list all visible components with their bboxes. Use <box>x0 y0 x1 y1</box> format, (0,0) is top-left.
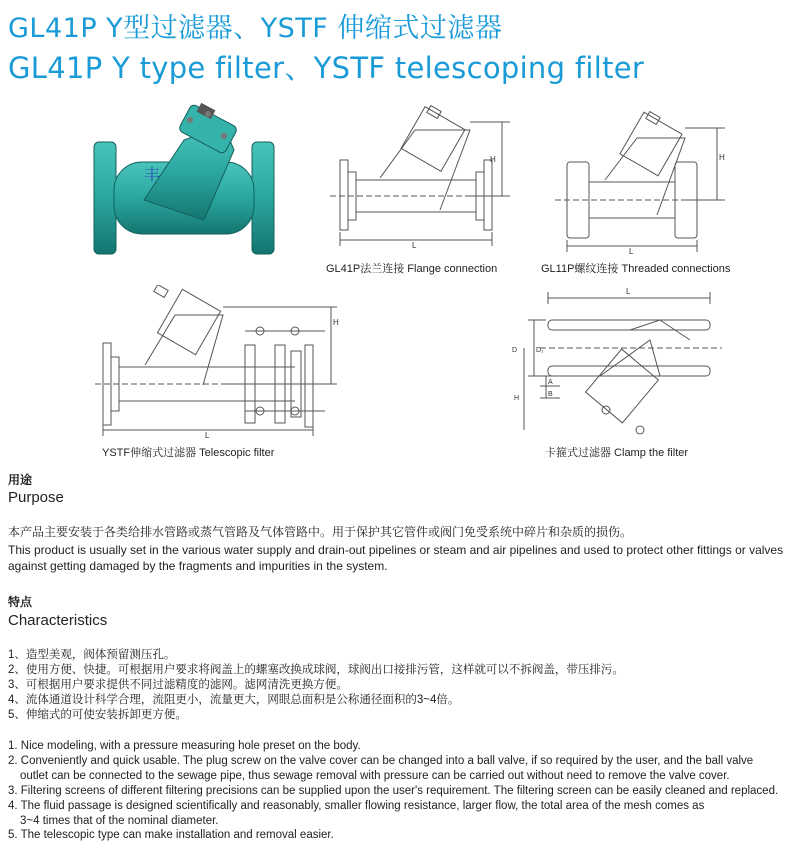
dim-l-telescopic: L <box>205 431 210 440</box>
clamp-filter-drawing <box>510 280 735 440</box>
purpose-text-cn: 本产品主要安装于各类给排水管路或蒸气管路及气体管路中。用于保护其它管件或阀门免受系统中碎片和杂质的损伤。 <box>8 525 633 539</box>
telescopic-caption: YSTF伸缩式过滤器 Telescopic filter <box>102 447 275 459</box>
feature-en-5: 5. The telescopic type can make installation and removal easier. <box>8 829 334 842</box>
threaded-caption: GL11P螺纹连接 Threaded connections <box>541 263 731 275</box>
characteristics-list-cn <box>8 648 800 723</box>
feature-en-3: 3. Filtering screens of different filtering precisions can be supplied upon the user's requirement. The filtering screen can be easily cleaned and replaced. <box>8 784 779 797</box>
dim-a-clamp: A <box>548 379 553 386</box>
feature-en-2: 2. Conveniently and quick usable. The plug screw on the valve cover can be changed into a ball valve, if so required by the user, and the ball valve <box>8 754 754 767</box>
feature-en-2-cont: outlet can be connected to the sewage pipe, thus sewage removal with pressure can be carried out without need to remove the valve cover. <box>20 769 730 782</box>
feature-en-4-cont: 3~4 times that of the nominal diameter. <box>20 814 219 827</box>
dim-d-clamp: D <box>512 347 518 354</box>
clamp-caption: 卡箍式过滤器 Clamp the filter <box>545 447 689 459</box>
dim-l-flange: L <box>412 241 417 250</box>
characteristics-heading-cn: 特点 <box>8 595 33 609</box>
dim-l-thread: L <box>629 247 634 255</box>
feature-en-4: 4. The fluid passage is designed scientifically and reasonably, smaller flowing resistance, larger flow, the total area of the mesh comes as <box>8 799 705 812</box>
dim-h-flange: H <box>490 155 496 164</box>
flange-caption: GL41P法兰连接 Flange connection <box>326 263 498 275</box>
feature-cn-1: 1、造型美观，阀体预留测压孔。 <box>8 649 176 661</box>
feature-en-1: 1. Nice modeling, with a pressure measuring hole preset on the body. <box>8 740 361 752</box>
feature-cn-2: 2、使用方便、快捷。可根据用户要求将阀盖上的螺塞改换成球阀，球阀出口接排污管，这样就可以不拆阀盖，带压排污。 <box>8 663 624 676</box>
dim-h-telescopic: H <box>333 318 339 327</box>
feature-cn-3: 3、可根据用户要求提供不同过滤精度的滤网。滤网清洗更换方便。 <box>8 678 348 691</box>
purpose-text-en: This product is usually set in the various water supply and drain-out pipelines or steam and air pipelines and used to protect other fittings or valves against getting damaged by the fragments and impurities in the system. <box>8 543 784 573</box>
characteristics-list-en <box>8 739 800 843</box>
purpose-heading-en: Purpose <box>8 489 64 506</box>
dim-h-clamp: H <box>514 395 520 402</box>
threaded-connection-drawing <box>545 110 745 255</box>
dim-b-clamp: B <box>548 391 553 398</box>
brand-logo: 丰 <box>144 165 161 184</box>
feature-cn-5: 5、伸缩式的可使安装拆卸更方便。 <box>8 708 187 721</box>
product-photo <box>84 100 284 260</box>
dim-d1-clamp: D₁ <box>536 347 544 354</box>
title-cn: GL41P Y型过滤器、YSTF 伸缩式过滤器 <box>8 13 503 44</box>
feature-cn-4: 4、流体通道设计科学合理，流阻更小，流量更大，网眼总面积是公称通径面积的3~4倍。 <box>8 693 460 706</box>
purpose-heading-cn: 用途 <box>8 473 33 487</box>
dim-l-clamp: L <box>626 287 631 296</box>
characteristics-heading-en: Characteristics <box>8 612 108 629</box>
telescopic-filter-drawing <box>95 285 350 440</box>
title-en: GL41P Y type filter、YSTF telescoping filter <box>8 51 645 85</box>
dim-h-thread: H <box>719 153 725 162</box>
flange-connection-drawing <box>320 100 520 255</box>
